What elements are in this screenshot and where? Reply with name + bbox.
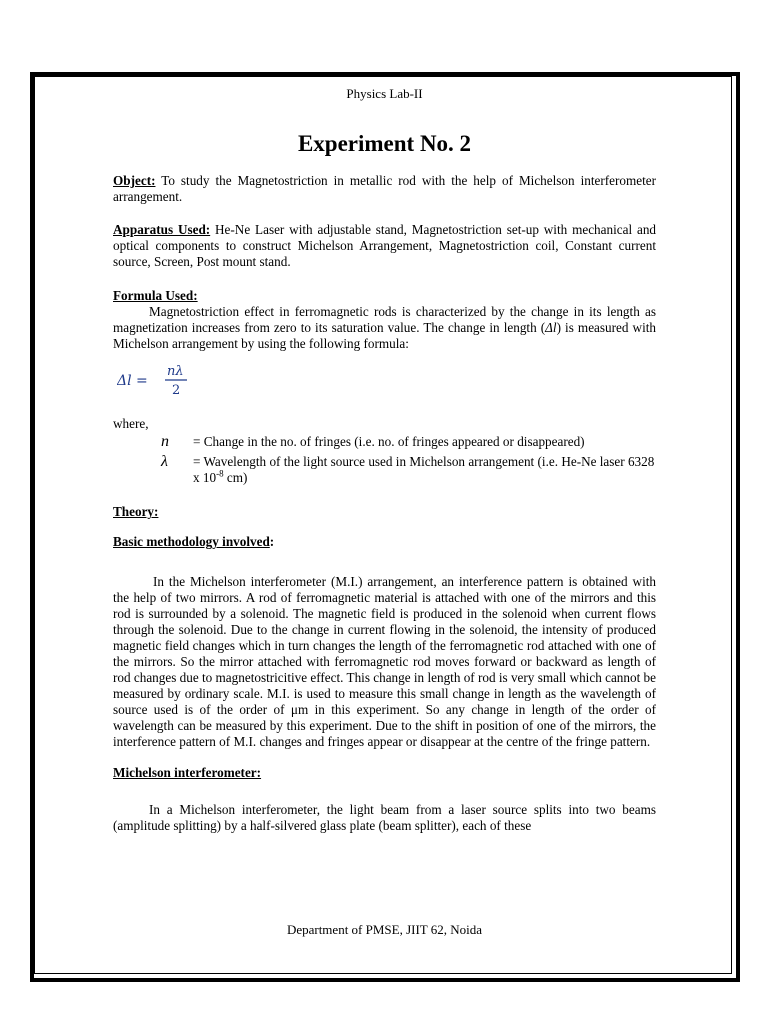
lambda-symbol: λ: [161, 453, 168, 471]
formula-intro-text-2: ) is measured with Michelson arrangement by using the following formula:: [113, 319, 656, 351]
object-text: To study the Magnetostriction in metallic rod with the help of Michelson interferometer arrangement.: [113, 173, 656, 205]
apparatus-text: He-Ne Laser with adjustable stand, Magnetostriction set-up with mechanical and optical components to construct Michelson Arrangement, Magnetostriction coil, Constant current source, Screen, Post mount stand.: [113, 222, 657, 270]
michelson-paragraph: In a Michelson interferometer, the light beam from a laser source splits into two beams (amplitude splitting) by a half-silvered glass plate (beam splitter), each of these: [113, 801, 656, 833]
running-header: Physics Lab-II: [346, 86, 423, 101]
lambda-exponent: -8: [216, 468, 224, 479]
formula-numerator: nλ: [167, 363, 184, 379]
formula-used-label: Formula Used:: [113, 287, 198, 303]
methodology-label: Basic methodology involved: [113, 534, 270, 550]
formula-intro: [113, 304, 656, 352]
methodology-paragraph: In the Michelson interferometer (M.I.) arrangement, an interference pattern is obtained with the help of two mirrors. A rod of ferromagnetic material is attached with one of the mirrors and this rod is surrounded by a solenoid. The magnetic field is produced in the solenoid when current flows through the solenoid. Due to the change in current flowing in the solenoid, the intensity of produced magnetic field changes which in turn changes the length of the ferromagnetic rod attached with one of the mirrors. So the mirror attached with ferromagnetic rod moves forward or backward as length of rod changes due to magnetostricitive effect. This change in length of rod is very small which cannot be measured by ordinary scale. M.I. is used to measure this small change in length as the wavelength of source used is of the order of μm in this experiment. So any change in length of the order of wavelength can be measured by this experiment. Due to the shift in position of one of the mirrors, the interference pattern of M.I. changes and fringes appear or disappear at the centre of the fringe pattern.: [113, 573, 656, 750]
delta-l-symbol: Δl: [545, 319, 557, 335]
lambda-text: = Wavelength of the light source used in Michelson arrangement (i.e. He-Ne laser 6328 x 10: [193, 454, 655, 486]
n-definition-text: = Change in the no. of fringes (i.e. no. of fringes appeared or disappeared): [193, 434, 585, 450]
formula-lhs: Δl =: [117, 372, 148, 389]
object-paragraph: [113, 173, 656, 205]
lambda-definition-text: [193, 454, 656, 486]
formula-intro-text-1: Magnetostriction effect in ferromagnetic rods is characterized by the change in its length as magnetization increases from zero to its saturation value. The change in length (: [113, 303, 656, 335]
methodology-heading: [113, 534, 656, 550]
page-title: Experiment No. 2: [297, 131, 472, 157]
definition-n: [113, 434, 656, 450]
apparatus-label: Apparatus Used:: [113, 222, 211, 238]
apparatus-paragraph: [113, 222, 656, 270]
page-footer: Department of PMSE, JIIT 62, Noida: [286, 922, 483, 937]
definition-lambda: [113, 454, 656, 486]
n-symbol: n: [161, 433, 169, 451]
formula-graphic: [117, 362, 197, 398]
object-label: Object:: [113, 173, 156, 189]
lambda-tail: cm): [223, 470, 248, 486]
formula-image: [117, 362, 656, 396]
michelson-heading: Michelson interferometer:: [113, 764, 262, 780]
methodology-colon: :: [269, 534, 275, 550]
document-body: [113, 86, 656, 834]
where-label: where,: [113, 415, 149, 431]
formula-denominator: 2: [172, 382, 181, 398]
formula-used-heading: [113, 288, 656, 304]
theory-heading: Theory:: [113, 504, 159, 520]
